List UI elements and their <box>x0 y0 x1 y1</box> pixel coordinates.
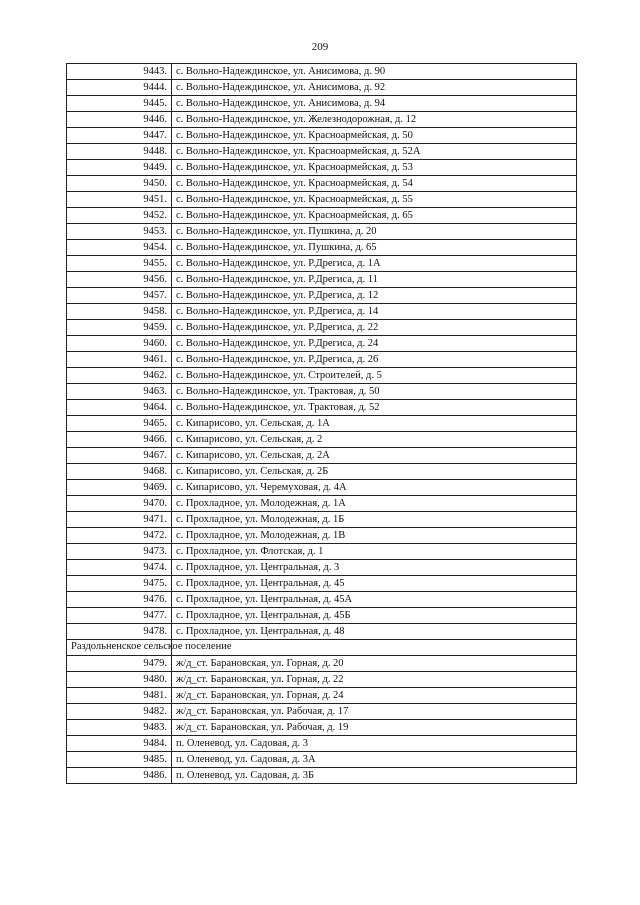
row-number: 9465. <box>67 416 172 432</box>
section-row <box>67 640 577 656</box>
table-row <box>67 448 577 464</box>
row-number: 9450. <box>67 176 172 192</box>
table-row <box>67 768 577 784</box>
row-number: 9475. <box>67 576 172 592</box>
table-row <box>67 80 577 96</box>
table-row <box>67 608 577 624</box>
row-address: с. Вольно-Надеждинское, ул. Красноармейская, д. 65 <box>172 208 577 224</box>
address-table <box>66 63 577 784</box>
table-row <box>67 400 577 416</box>
table-row <box>67 256 577 272</box>
table-row <box>67 560 577 576</box>
table-row <box>67 544 577 560</box>
row-number: 9461. <box>67 352 172 368</box>
row-number: 9469. <box>67 480 172 496</box>
row-number: 9464. <box>67 400 172 416</box>
row-number: 9470. <box>67 496 172 512</box>
row-number: 9478. <box>67 624 172 640</box>
row-address: с. Кипарисово, ул. Сельская, д. 2Б <box>172 464 577 480</box>
row-number: 9445. <box>67 96 172 112</box>
row-address: с. Прохладное, ул. Центральная, д. 45Б <box>172 608 577 624</box>
row-number: 9458. <box>67 304 172 320</box>
row-number: 9448. <box>67 144 172 160</box>
row-number: 9443. <box>67 64 172 80</box>
table-row <box>67 592 577 608</box>
table-row <box>67 288 577 304</box>
row-address: с. Вольно-Надеждинское, ул. Красноармейская, д. 50 <box>172 128 577 144</box>
table-row <box>67 720 577 736</box>
table-row <box>67 528 577 544</box>
row-address: с. Кипарисово, ул. Сельская, д. 1А <box>172 416 577 432</box>
row-address: с. Кипарисово, ул. Сельская, д. 2А <box>172 448 577 464</box>
row-number: 9454. <box>67 240 172 256</box>
row-address: п. Оленевод, ул. Садовая, д. 3Б <box>172 768 577 784</box>
row-address: с. Прохладное, ул. Центральная, д. 48 <box>172 624 577 640</box>
row-address: с. Вольно-Надеждинское, ул. Анисимова, д. 92 <box>172 80 577 96</box>
row-address: с. Вольно-Надеждинское, ул. Железнодорожная, д. 12 <box>172 112 577 128</box>
table-body-main <box>67 64 577 640</box>
table-row <box>67 688 577 704</box>
table-row <box>67 304 577 320</box>
row-address: с. Вольно-Надеждинское, ул. Р.Дрегиса, д. 22 <box>172 320 577 336</box>
row-address: ж/д_ст. Барановская, ул. Горная, д. 24 <box>172 688 577 704</box>
row-address: п. Оленевод, ул. Садовая, д. 3 <box>172 736 577 752</box>
row-number: 9485. <box>67 752 172 768</box>
row-address: с. Прохладное, ул. Центральная, д. 45А <box>172 592 577 608</box>
row-address: ж/д_ст. Барановская, ул. Горная, д. 20 <box>172 656 577 672</box>
row-number: 9486. <box>67 768 172 784</box>
table-row <box>67 208 577 224</box>
row-number: 9452. <box>67 208 172 224</box>
page-number: 209 <box>311 41 329 53</box>
table-row <box>67 336 577 352</box>
row-number: 9473. <box>67 544 172 560</box>
table-row <box>67 176 577 192</box>
row-address: с. Вольно-Надеждинское, ул. Красноармейская, д. 54 <box>172 176 577 192</box>
table-row <box>67 96 577 112</box>
table-row <box>67 672 577 688</box>
row-address: с. Кипарисово, ул. Черемуховая, д. 4А <box>172 480 577 496</box>
row-address: ж/д_ст. Барановская, ул. Горная, д. 22 <box>172 672 577 688</box>
table-row <box>67 432 577 448</box>
row-number: 9453. <box>67 224 172 240</box>
row-number: 9459. <box>67 320 172 336</box>
row-number: 9482. <box>67 704 172 720</box>
row-number: 9481. <box>67 688 172 704</box>
row-number: 9444. <box>67 80 172 96</box>
row-address: с. Вольно-Надеждинское, ул. Анисимова, д. 94 <box>172 96 577 112</box>
row-address: с. Вольно-Надеждинское, ул. Красноармейская, д. 55 <box>172 192 577 208</box>
row-address: с. Вольно-Надеждинское, ул. Красноармейская, д. 52А <box>172 144 577 160</box>
row-address: с. Вольно-Надеждинское, ул. Р.Дрегиса, д. 14 <box>172 304 577 320</box>
row-number: 9480. <box>67 672 172 688</box>
row-number: 9451. <box>67 192 172 208</box>
row-address: с. Прохладное, ул. Молодежная, д. 1А <box>172 496 577 512</box>
section-title: Раздольненское сельское поселение <box>67 640 172 656</box>
row-address: с. Вольно-Надеждинское, ул. Р.Дрегиса, д. 26 <box>172 352 577 368</box>
table-row <box>67 144 577 160</box>
section-address-cell <box>172 640 577 656</box>
row-address: с. Вольно-Надеждинское, ул. Строителей, д. 5 <box>172 368 577 384</box>
table-row <box>67 480 577 496</box>
row-address: ж/д_ст. Барановская, ул. Рабочая, д. 19 <box>172 720 577 736</box>
row-number: 9477. <box>67 608 172 624</box>
row-address: с. Вольно-Надеждинское, ул. Красноармейская, д. 53 <box>172 160 577 176</box>
table-row <box>67 320 577 336</box>
row-address: п. Оленевод, ул. Садовая, д. 3А <box>172 752 577 768</box>
table-row <box>67 512 577 528</box>
row-address: с. Прохладное, ул. Флотская, д. 1 <box>172 544 577 560</box>
row-number: 9467. <box>67 448 172 464</box>
row-address: с. Вольно-Надеждинское, ул. Анисимова, д. 90 <box>172 64 577 80</box>
row-number: 9460. <box>67 336 172 352</box>
row-number: 9483. <box>67 720 172 736</box>
table-row <box>67 736 577 752</box>
row-number: 9447. <box>67 128 172 144</box>
table-row <box>67 464 577 480</box>
table-body-section <box>67 656 577 784</box>
table-row <box>67 656 577 672</box>
row-address: с. Прохладное, ул. Молодежная, д. 1В <box>172 528 577 544</box>
row-address: с. Вольно-Надеждинское, ул. Трактовая, д. 50 <box>172 384 577 400</box>
row-number: 9468. <box>67 464 172 480</box>
row-number: 9484. <box>67 736 172 752</box>
table-row <box>67 704 577 720</box>
row-number: 9446. <box>67 112 172 128</box>
row-address: с. Прохладное, ул. Центральная, д. 3 <box>172 560 577 576</box>
row-address: ж/д_ст. Барановская, ул. Рабочая, д. 17 <box>172 704 577 720</box>
table-section <box>67 640 577 656</box>
row-number: 9456. <box>67 272 172 288</box>
row-address: с. Прохладное, ул. Центральная, д. 45 <box>172 576 577 592</box>
table-row <box>67 416 577 432</box>
table-row <box>67 272 577 288</box>
row-address: с. Вольно-Надеждинское, ул. Трактовая, д. 52 <box>172 400 577 416</box>
table-row <box>67 624 577 640</box>
row-number: 9471. <box>67 512 172 528</box>
table-row <box>67 496 577 512</box>
row-address: с. Вольно-Надеждинское, ул. Р.Дрегиса, д. 1А <box>172 256 577 272</box>
table-row <box>67 192 577 208</box>
table-row <box>67 752 577 768</box>
row-number: 9466. <box>67 432 172 448</box>
table-row <box>67 64 577 80</box>
row-address: с. Вольно-Надеждинское, ул. Пушкина, д. 20 <box>172 224 577 240</box>
table-row <box>67 128 577 144</box>
table-row <box>67 112 577 128</box>
row-number: 9476. <box>67 592 172 608</box>
table-row <box>67 352 577 368</box>
row-address: с. Вольно-Надеждинское, ул. Р.Дрегиса, д. 24 <box>172 336 577 352</box>
row-number: 9463. <box>67 384 172 400</box>
row-number: 9462. <box>67 368 172 384</box>
row-address: с. Вольно-Надеждинское, ул. Р.Дрегиса, д. 12 <box>172 288 577 304</box>
table-row <box>67 224 577 240</box>
row-number: 9472. <box>67 528 172 544</box>
row-address: с. Вольно-Надеждинское, ул. Пушкина, д. 65 <box>172 240 577 256</box>
row-number: 9455. <box>67 256 172 272</box>
table-row <box>67 576 577 592</box>
row-number: 9457. <box>67 288 172 304</box>
table-row <box>67 368 577 384</box>
row-number: 9479. <box>67 656 172 672</box>
row-address: с. Вольно-Надеждинское, ул. Р.Дрегиса, д. 11 <box>172 272 577 288</box>
table-row <box>67 384 577 400</box>
table-row <box>67 240 577 256</box>
row-number: 9474. <box>67 560 172 576</box>
row-address: с. Кипарисово, ул. Сельская, д. 2 <box>172 432 577 448</box>
row-address: с. Прохладное, ул. Молодежная, д. 1Б <box>172 512 577 528</box>
table-row <box>67 160 577 176</box>
row-number: 9449. <box>67 160 172 176</box>
